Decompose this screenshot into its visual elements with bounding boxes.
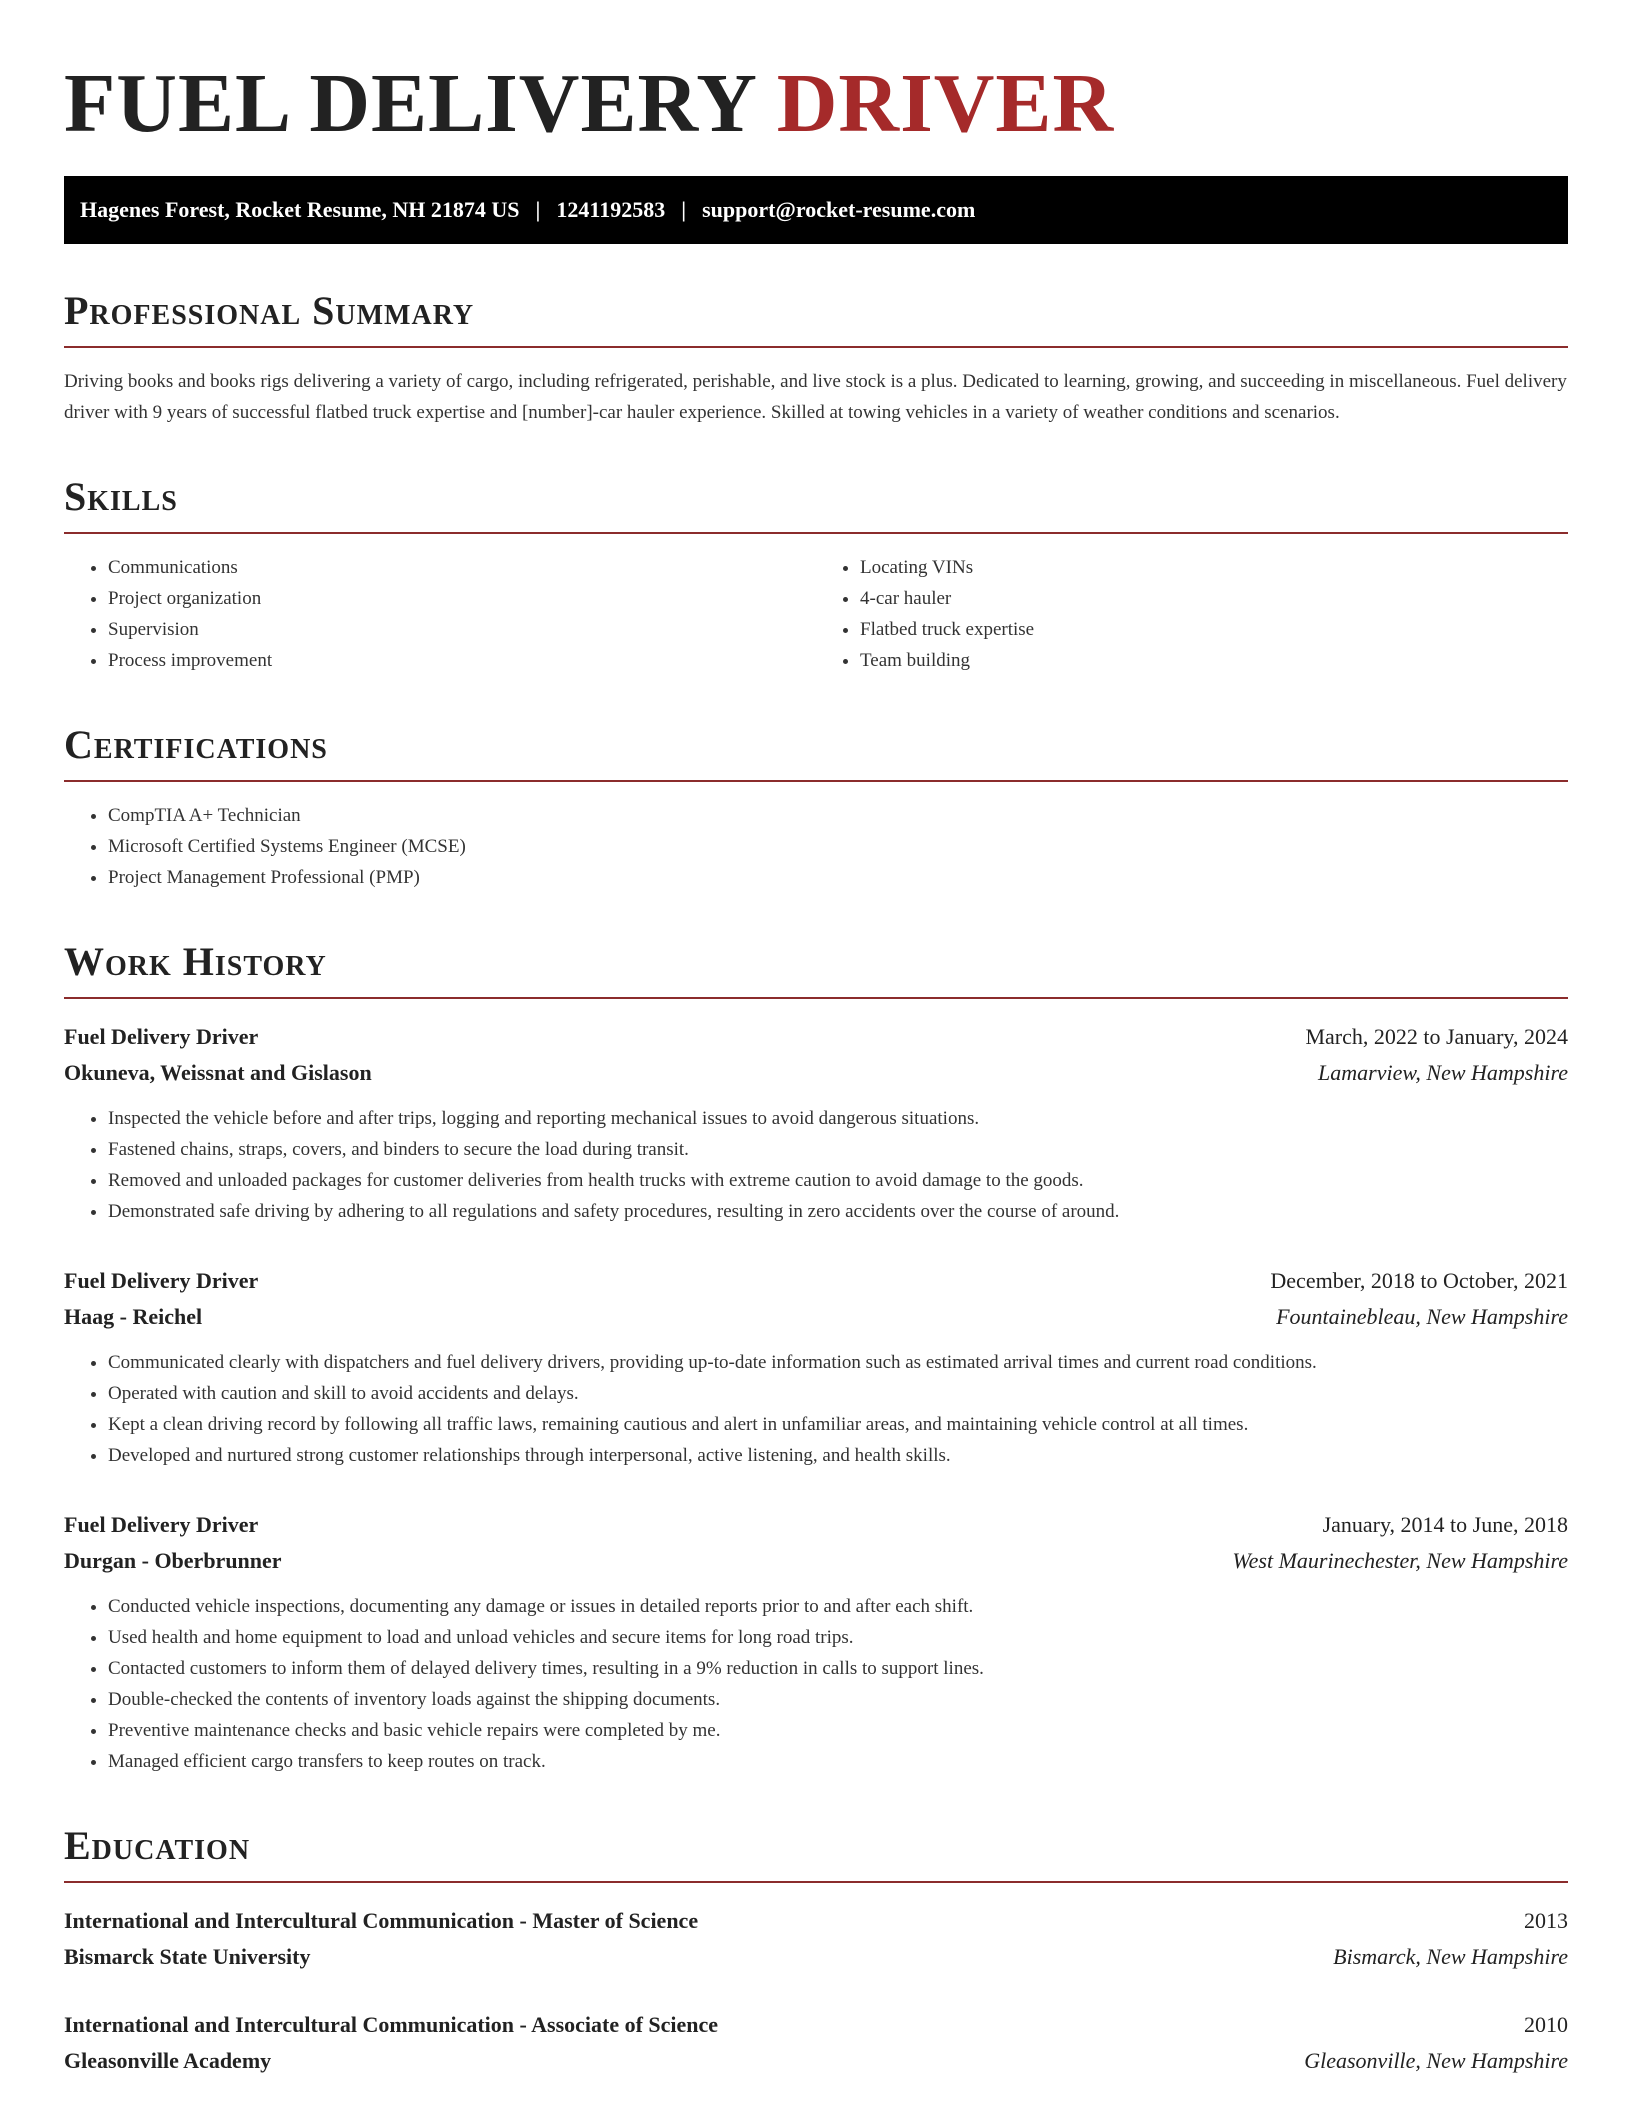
job-role: Fuel Delivery Driver xyxy=(64,1268,259,1293)
job-company-row xyxy=(64,1543,1568,1579)
contact-bar xyxy=(64,176,1568,244)
section-title-summary: Professional Summary xyxy=(64,286,1568,348)
job-bullet: • Preventive maintenance checks and basic vehicle repairs were completed by me. xyxy=(108,1715,1568,1746)
education-school: Gleasonville Academy xyxy=(64,2048,272,2073)
section-title-certifications: Certifications xyxy=(64,720,1568,782)
job-entry xyxy=(64,1019,1568,1227)
education-school-row xyxy=(64,2043,1568,2079)
education-location: Bismarck, New Hampshire xyxy=(1333,1944,1568,1969)
job-bullet: • Double-checked the contents of inventory loads against the shipping documents. xyxy=(108,1684,1568,1715)
job-bullet: • Removed and unloaded packages for customer deliveries from health trucks with extreme caution to avoid damage to the goods. xyxy=(108,1165,1568,1196)
job-entry xyxy=(64,1507,1568,1777)
job-bullet: • Demonstrated safe driving by adhering to all regulations and safety procedures, resulting in zero accidents over the course of around. xyxy=(108,1196,1568,1227)
job-role: Fuel Delivery Driver xyxy=(64,1024,259,1049)
job-header-row xyxy=(64,1263,1568,1299)
job-bullet: • Communicated clearly with dispatchers and fuel delivery drivers, providing up-to-date information such as estimated arrival times and current road conditions. xyxy=(108,1347,1568,1378)
skill-item: • Team building xyxy=(860,645,1568,676)
contact-phone: 1241192583 xyxy=(556,197,666,222)
skill-item: • Process improvement xyxy=(108,645,816,676)
skill-item: • Flatbed truck expertise xyxy=(860,614,1568,645)
job-location: West Maurinechester, New Hampshire xyxy=(1232,1548,1568,1573)
job-bullet: • Operated with caution and skill to avoid accidents and delays. xyxy=(108,1378,1568,1409)
job-entry xyxy=(64,1263,1568,1471)
job-bullet: • Conducted vehicle inspections, documenting any damage or issues in detailed reports prior to and after each shift. xyxy=(108,1591,1568,1622)
job-bullet: • Kept a clean driving record by following all traffic laws, remaining cautious and alert in unfamiliar areas, and maintaining vehicle control at all times. xyxy=(108,1409,1568,1440)
skill-item: • Communications xyxy=(108,552,816,583)
job-dates: December, 2018 to October, 2021 xyxy=(1270,1268,1568,1293)
contact-address: Hagenes Forest, Rocket Resume, NH 21874 US xyxy=(80,197,520,222)
education-entry xyxy=(64,2007,1568,2079)
contact-separator: | xyxy=(535,197,541,222)
skill-item: • Project organization xyxy=(108,583,816,614)
job-bullets xyxy=(64,1591,1568,1777)
certification-item: • Project Management Professional (PMP) xyxy=(108,862,1568,893)
section-title-skills: Skills xyxy=(64,472,1568,534)
summary-text: Driving books and books rigs delivering a variety of cargo, including refrigerated, perishable, and live stock is a plus. Dedicated to learning, growing, and succeeding in miscellaneous. Fuel delivery driver with 9 years of successful flatbed truck expertise and [number]-car hauler experience. Skilled at towing vehicles in a variety of weather conditions and scenarios. xyxy=(64,371,1567,423)
skill-item: • 4-car hauler xyxy=(860,583,1568,614)
job-location: Fountainebleau, New Hampshire xyxy=(1276,1304,1568,1329)
name-first: FUEL DELIVERY xyxy=(64,57,755,150)
education-degree: International and Intercultural Communication - Associate of Science xyxy=(64,2012,719,2037)
skills-list-left xyxy=(64,552,816,676)
job-header-row xyxy=(64,1507,1568,1543)
education-degree-row xyxy=(64,1903,1568,1939)
section-title-work-history: Work History xyxy=(64,937,1568,999)
certifications-list xyxy=(64,800,1568,893)
job-header-row xyxy=(64,1019,1568,1055)
section-title-education: Education xyxy=(64,1821,1568,1883)
job-bullet: • Fastened chains, straps, covers, and binders to secure the load during transit. xyxy=(108,1134,1568,1165)
contact-separator: | xyxy=(681,197,687,222)
certification-item: • CompTIA A+ Technician xyxy=(108,800,1568,831)
skill-item: • Supervision xyxy=(108,614,816,645)
job-role: Fuel Delivery Driver xyxy=(64,1512,259,1537)
certification-item: • Microsoft Certified Systems Engineer (MCSE) xyxy=(108,831,1568,862)
education-degree-row xyxy=(64,2007,1568,2043)
job-dates: January, 2014 to June, 2018 xyxy=(1322,1512,1568,1537)
job-company-row xyxy=(64,1299,1568,1335)
contact-email: support@rocket-resume.com xyxy=(702,197,976,222)
job-bullet: • Inspected the vehicle before and after trips, logging and reporting mechanical issues to avoid dangerous situations. xyxy=(108,1103,1568,1134)
job-company: Okuneva, Weissnat and Gislason xyxy=(64,1060,372,1085)
education-school: Bismarck State University xyxy=(64,1944,311,1969)
job-company-row xyxy=(64,1055,1568,1091)
education-year: 2013 xyxy=(1524,1908,1568,1933)
education-entry xyxy=(64,1903,1568,1975)
job-bullets xyxy=(64,1347,1568,1471)
job-bullet: • Developed and nurtured strong customer relationships through interpersonal, active listening, and health skills. xyxy=(108,1440,1568,1471)
job-bullets xyxy=(64,1103,1568,1227)
job-bullet: • Used health and home equipment to load and unload vehicles and secure items for long road trips. xyxy=(108,1622,1568,1653)
skill-item: • Locating VINs xyxy=(860,552,1568,583)
job-location: Lamarview, New Hampshire xyxy=(1318,1060,1568,1085)
job-company: Durgan - Oberbrunner xyxy=(64,1548,282,1573)
job-dates: March, 2022 to January, 2024 xyxy=(1305,1024,1568,1049)
education-location: Gleasonville, New Hampshire xyxy=(1304,2048,1568,2073)
skills-list-right xyxy=(816,552,1568,676)
name-last: DRIVER xyxy=(776,57,1115,150)
education-degree: International and Intercultural Communication - Master of Science xyxy=(64,1908,699,1933)
education-year: 2010 xyxy=(1524,2012,1568,2037)
skills-grid xyxy=(64,534,1568,676)
education-school-row xyxy=(64,1939,1568,1975)
job-bullet: • Managed efficient cargo transfers to keep routes on track. xyxy=(108,1746,1568,1777)
resume-name xyxy=(64,56,1568,152)
job-bullet: • Contacted customers to inform them of delayed delivery times, resulting in a 9% reduction in calls to support lines. xyxy=(108,1653,1568,1684)
job-company: Haag - Reichel xyxy=(64,1304,203,1329)
